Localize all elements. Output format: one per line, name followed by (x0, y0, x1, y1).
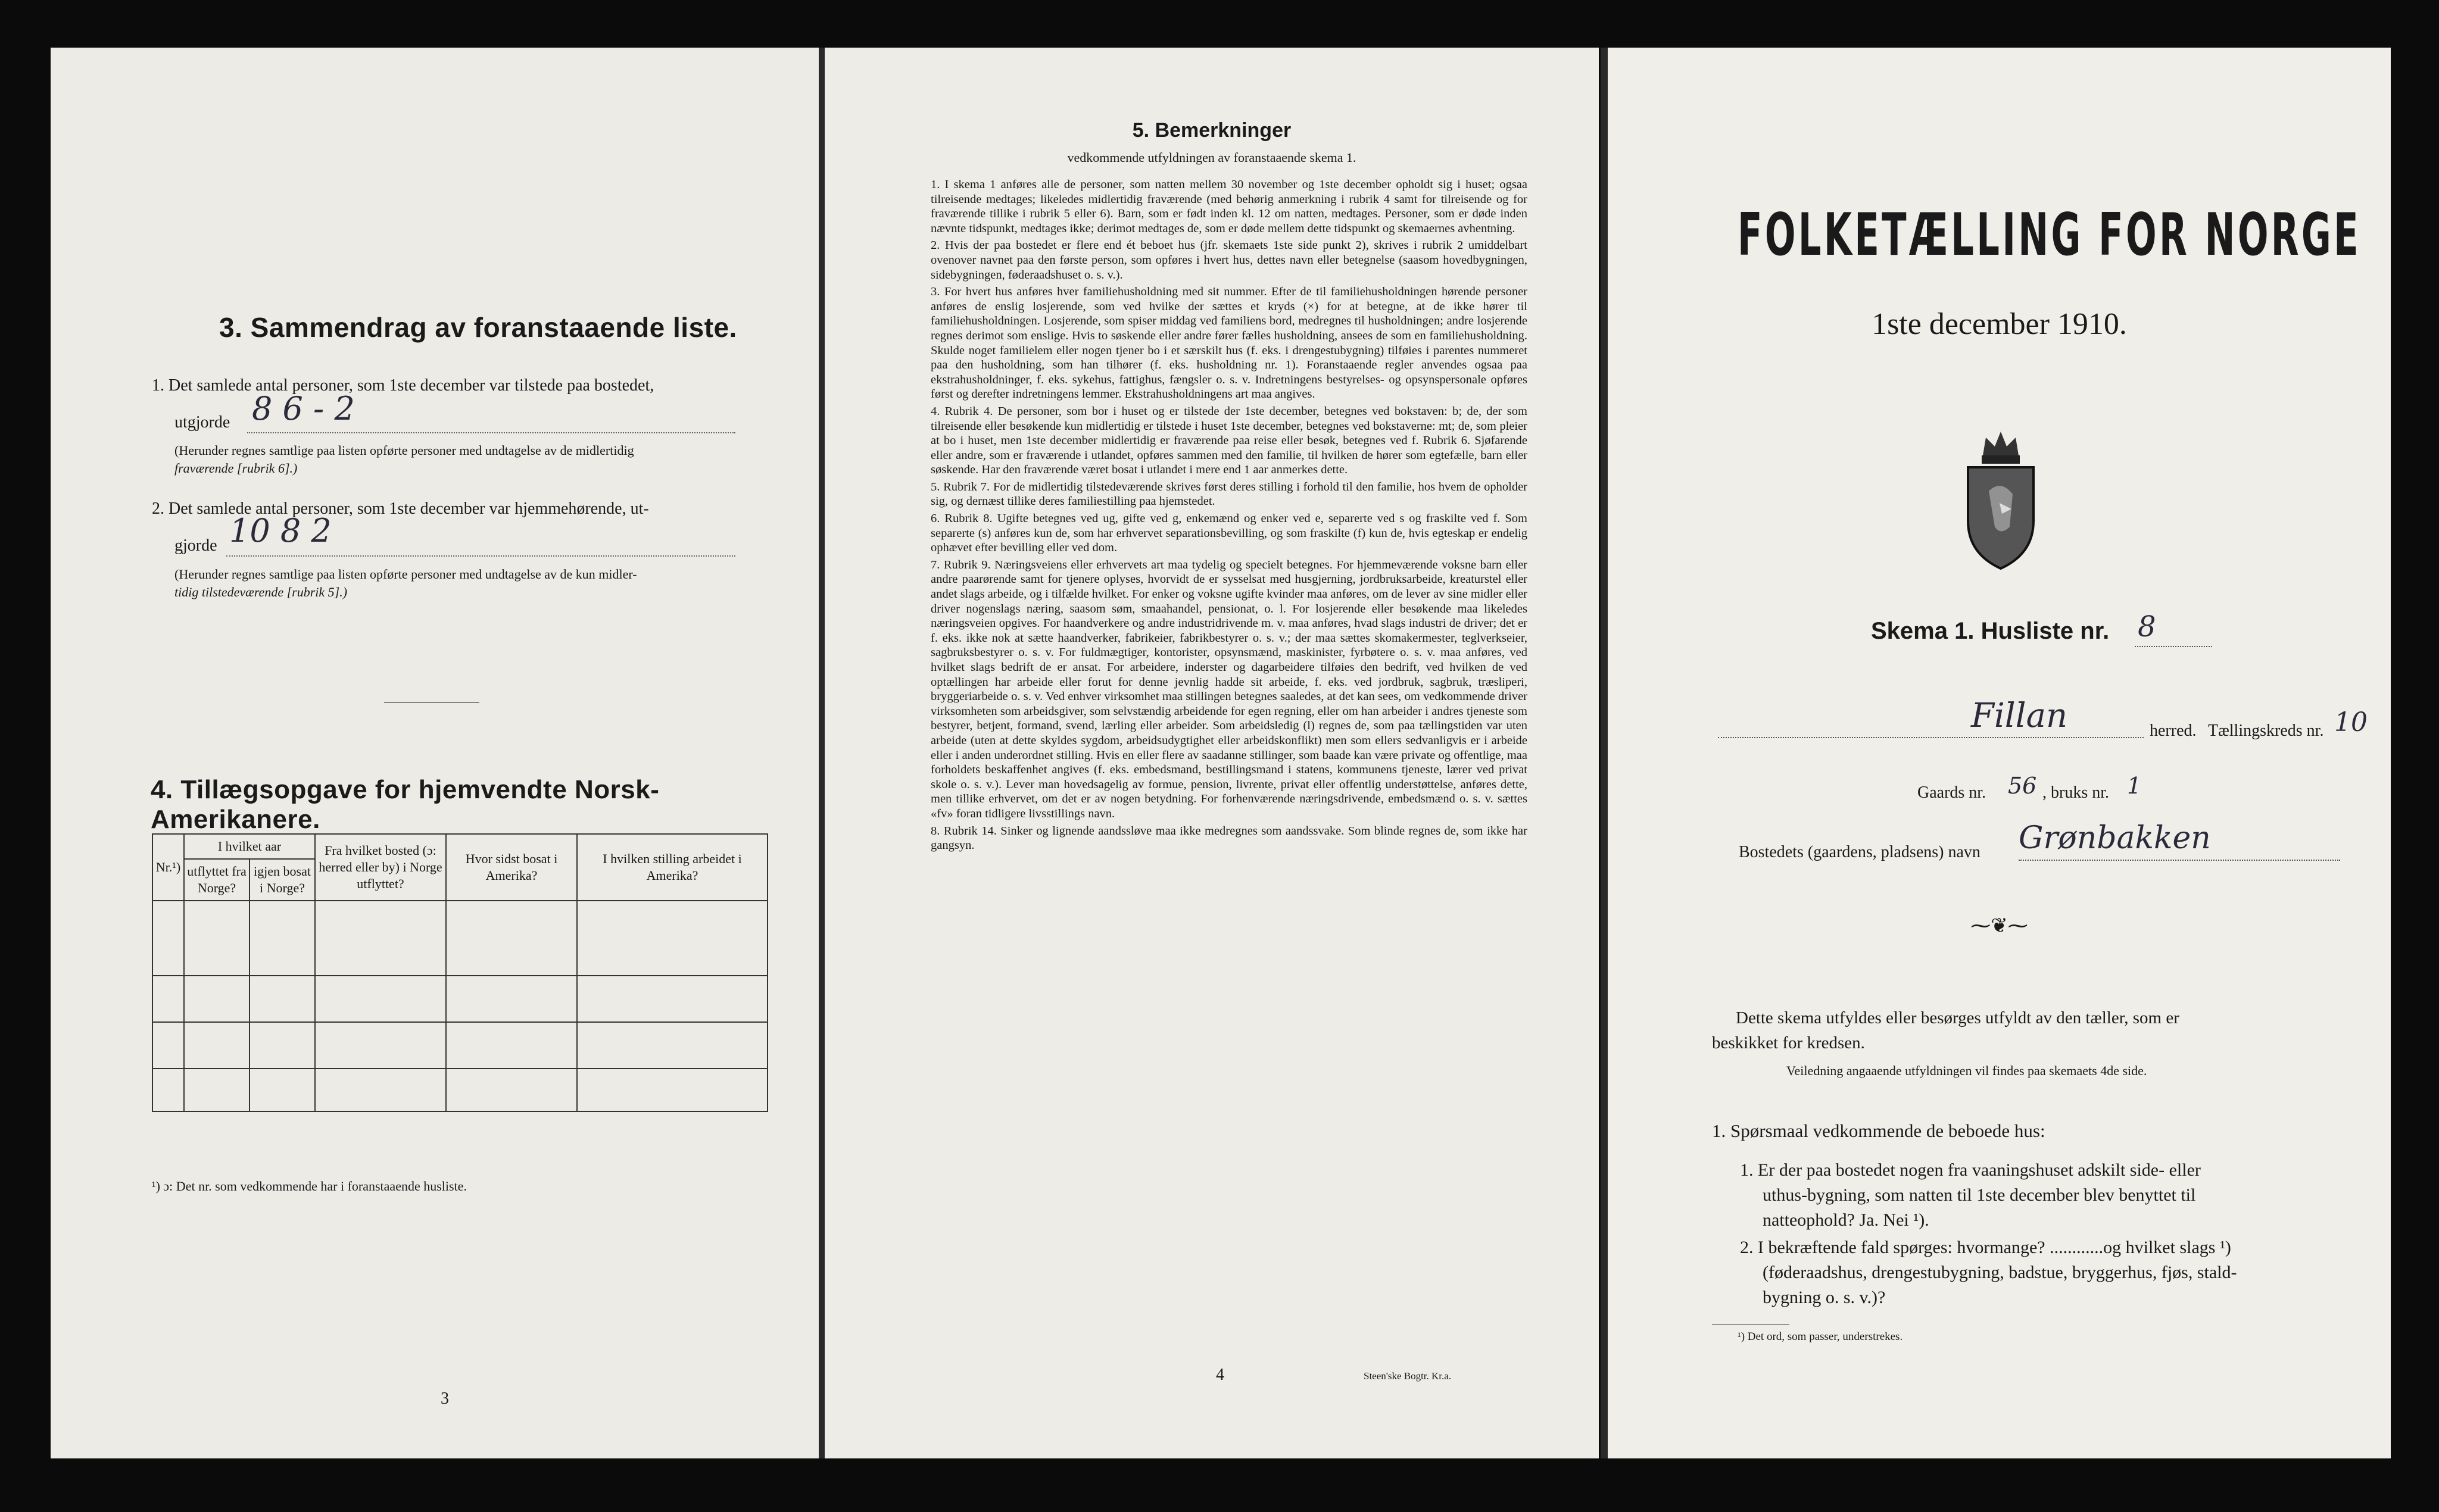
table-row (152, 901, 768, 976)
ornament: ⁓❦⁓ (1970, 915, 2028, 937)
remark-item: 8. Rubrik 14. Sinker og lignende aandssløve maa ikke medregnes som aandssvake. Som blinde regnes de, som ikke har gangsyn. (931, 824, 1527, 852)
table-row (152, 1022, 768, 1069)
intro-note: Veiledning angaaende utfyldningen vil findes paa skemaets 4de side. (1786, 1063, 2147, 1078)
gaards-label: Gaards nr. (1917, 783, 1986, 802)
col-fra-bosted: Fra hvilket bosted (ɔ: herred eller by) i Norge utflyttet? (315, 834, 446, 901)
table-row (152, 1069, 768, 1111)
norsk-amerikanere-table (152, 833, 768, 1112)
herred-label: herred. (2150, 721, 2197, 740)
footnote: ¹) Det ord, som passer, understrekes. (1738, 1330, 1903, 1343)
question-2 (1740, 1235, 2237, 1310)
bruks-value: 1 (2127, 773, 2142, 799)
bosted-label: Bostedets (gaardens, pladsens) navn (1739, 843, 1980, 861)
remark-item: 6. Rubrik 8. Ugifte betegnes ved ug, gifte ved g, enkemænd og enker ved e, separerte ved s og fraskilte ved f. Som separerte (s) anføres kun de, som har erhvervet separationsbevilling, og som fraskilte (f) kun de, hvis egteskap er endelig ophævet efter bevilling eller ved dom. (931, 512, 1527, 555)
item-2-text: 2. Det samlede antal personer, som 1ste december var hjemmehørende, ut- (152, 499, 649, 518)
herred-dotted-line (1718, 737, 2144, 738)
intro-line-2: beskikket for kredsen. (1712, 1033, 1865, 1052)
bruks-label: , bruks nr. (2042, 783, 2109, 802)
item-1-handwritten-value: 8 6 - 2 (252, 390, 355, 427)
census-date: 1ste december 1910. (1872, 307, 2127, 341)
schema-label: Skema 1. Husliste nr. (1871, 618, 2110, 644)
question-1 (1740, 1158, 2201, 1233)
kreds-value: 10 (2334, 707, 2368, 738)
gaards-value: 56 (2008, 773, 2037, 799)
item-1-prefix: utgjorde (174, 413, 230, 432)
question-1-line-1: 1. Er der paa bostedet nogen fra vaaningshuset adskilt side- eller (1740, 1160, 2201, 1180)
intro-line-1: Dette skema utfyldes eller besørges utfyldt av den tæller, som er (1736, 1008, 2179, 1027)
remarks-subtitle: vedkommende utfyldningen av foranstaaende skema 1. (1067, 150, 1356, 165)
item-2-dotted-line (226, 555, 735, 557)
item-2-note-1: (Herunder regnes samtlige paa listen opførte personer med undtagelse av de kun midler- (174, 567, 637, 582)
remark-item: 7. Rubrik 9. Næringsveiens eller erhvervets art maa tydelig og specielt betegnes. For hjemmeværende voksne barn eller andre paarørende samt for tjenere oplyses, hvorvidt de er sysselsat med husgjerning, jordbruksarbeide, kreaturstel eller andet slags arbeide, og i tilfælde hvilket. For enker og voksne ugifte kvinder maa anføres, om de lever av sine midler eller driver nogenslags næring, saasom søm, smaahandel, pensionat, o. l. For losjerende eller besøkende maa likeledes næringsveien opgives. For haandverkere og andre industridrivende m. v. maa anføres, hvad slags industri de driver; det er f. eks. ikke nok at sætte haandverker, fabrikeier, fabrikbestyrer o. s. v.; der maa sættes skomakermester, teglverkseier, sagbruksbestyrer o. s. v. For fuldmægtiger, kontorister, opsynsmænd, maskinister, fyrbøtere o. s. v. maa anføres, ved hvilket slags bedrift de er ansat. For arbeidere, inderster og dagarbeidere tilføies den bedrift, ved hvilken de ved optællingen har arbeide eller forut for denne jevnlig hadde sit arbeide, f. eks. ved jordbruk, sagbruk, træsliperi, bryggeriarbeide o. s. v. Ved enhver virksomhet maa stillingen betegnes saaledes, at det kan sees, om vedkommende driver virksomheten som arbeidsgiver, som selvstændig arbeidende for egen regning, eller om han arbeider i andres tjeneste som bestyrer, betjent, formand, svend, lærling eller arbeider. Som arbeidsledig (l) regnes de, som paa tællingstiden var uten arbeide (uten at dette skyldes sygdom, arbeidsudygtighet eller arbeidskonflikt) men som ellers sedvanligvis er i arbeide eller i anden underordnet stilling. Hvis en eller flere av saadanne stillinger, som baade kan være private og offentlige, maa forholdets beskaffenhet angives (f. eks. embedsmand, bestillingsmand i statens, kommunens tjeneste, lærer ved privat skole o. s. v.). Lever man hovedsagelig av formue, pension, livrente, privat eller offentlig understøttelse, anføres dette, men tillike erhvervet, om det er av nogen betydning. For forhenværende næringsdrivende, embedsmænd o. s. v. sættes «fv» foran tidligere livsstillings navn. (931, 558, 1527, 820)
page-number: 4 (1216, 1366, 1224, 1384)
husliste-dotted-line (2135, 646, 2212, 647)
col-group-year: I hvilket aar (184, 834, 315, 859)
bosted-dotted-line (2019, 860, 2340, 861)
item-1-text: 1. Det samlede antal personer, som 1ste december var tilstede paa bostedet, (152, 376, 654, 395)
col-igjen-bosat: igjen bosat i Norge? (249, 859, 315, 901)
herred-value: Fillan (1971, 696, 2068, 735)
question-2-line-1: 2. I bekræftende fald spørges: hvormange? ............og hvilket slags ¹) (1740, 1238, 2231, 1257)
item-1-note-2: fraværende [rubrik 6].) (174, 461, 298, 476)
question-1-line-2: uthus-bygning, som natten til 1ste december blev benyttet til (1763, 1185, 2196, 1205)
page-number: 3 (441, 1389, 449, 1408)
remarks-title: 5. Bemerkninger (1132, 119, 1292, 142)
question-2-line-2: (føderaadshus, drengestubygning, badstue, bryggerhus, fjøs, stald- (1763, 1263, 2237, 1282)
table-footnote: ¹) ɔ: Det nr. som vedkommende har i foranstaaende husliste. (152, 1179, 467, 1194)
husliste-number: 8 (2138, 610, 2156, 643)
section-4-title: 4. Tillægsopgave for hjemvendte Norsk-Amerikanere. (151, 775, 660, 834)
table-row (152, 976, 768, 1022)
col-utflyttet: utflyttet fra Norge? (184, 859, 249, 901)
remark-item: 4. Rubrik 4. De personer, som bor i huset og er tilstede der 1ste december, betegnes ved bokstaven: b; de, der som tilreisende eller besøkende kun midlertidig er tilstede i huset 1ste december, betegnes ved bokstaverne: mt; de, som pleier at bo i huset, men 1ste december midlertidig er fraværende paa reise eller besøk, betegnes ved f. Rubrik 6. Sjøfarende eller andre, som er fraværende i utlandet, opføres sammen med den familie, til hvilken de hører som egtefælle, barn eller søskende. Har den fraværende været bosat i utlandet i mere end 1 aar anmerkes dette. (931, 404, 1527, 477)
item-1-note-1: (Herunder regnes samtlige paa listen opførte personer med undtagelse av de midlertidig (174, 443, 634, 458)
printer-mark: Steen'ske Bogtr. Kr.a. (1364, 1370, 1452, 1382)
col-sidst-bosat: Hvor sidst bosat i Amerika? (446, 834, 577, 901)
remark-item: 2. Hvis der paa bostedet er flere end ét beboet hus (jfr. skemaets 1ste side punkt 2), skrives i rubrik 2 umiddelbart ovenover navnet paa den første person, som opføres i hvert hus, dettes navn eller betegnelse (saasom hovedbygningen, sidebygningen, føderaadshuset o. s. v.). (931, 239, 1527, 282)
remark-item: 3. For hvert hus anføres hver familiehusholdning med sit nummer. Efter de til familiehusholdningen hørende personer anføres de enslig losjerende, som ved hvilke der sættes et kryds (×) for at betegne, at de ikke hører til familiehusholdningen. Losjerende, som spiser middag ved familiens bord, medregnes til husholdningen; andre losjerende regnes derimot som enslige. Hvis to søskende eller andre fører fælles husholdning, ansees de som en familiehusholdning. Skulde noget familielem eller nogen tjener bo i et særskilt hus (f. eks. i drengestubygning) tilføies i parentes nummeret paa den husholdning, som han tilhører (f. eks. husholdning nr. 1). Foranstaaende regler anvendes ogsaa paa ekstrahusholdninger, f. eks. sykehus, fattighus, fængsler o. s. v. Indretningens bestyrelses- og opsynspersonale opføres først og derefter indretningens lemmer. Ekstrahusholdningens art maa angives. (931, 285, 1527, 401)
item-2-prefix: gjorde (174, 536, 217, 555)
page-1-cover (1608, 48, 2391, 1458)
section-3-title: 3. Sammendrag av foranstaaende liste. (219, 312, 737, 343)
footnote-divider (1712, 1324, 1789, 1325)
divider (384, 702, 479, 703)
remark-item: 5. Rubrik 7. For de midlertidig tilstedeværende skrives først deres stilling i forhold til den familie, hos hvem de opholder sig, og dernæst tillike deres familiestilling paa hjemstedet. (931, 480, 1527, 508)
bosted-value: Grønbakken (2019, 820, 2211, 856)
kreds-label: Tællingskreds nr. (2208, 721, 2324, 740)
remark-item: 1. I skema 1 anføres alle de personer, som natten mellem 30 november og 1ste december opholdt sig i huset; ogsaa tilreisende medtages; likeledes midlertidig fraværende (med behørig anmerkning i rubrik 4 samt for tilreisende og for fraværende tillike i rubrik 5 eller 6). Barn, som er født inden kl. 12 om natten, medtages. Personer, som er døde inden nævnte tidspunkt, medtages ikke; derimot medtages de, som er døde mellem dette tidspunkt og skemaernes avhentning. (931, 178, 1527, 235)
page-fold (1601, 48, 1608, 1458)
col-nr: Nr.¹) (152, 834, 184, 901)
coat-of-arms-icon (1953, 420, 2048, 574)
page-4 (825, 48, 1599, 1458)
question-2-line-3: bygning o. s. v.)? (1763, 1288, 1886, 1307)
page-fold (819, 48, 825, 1458)
col-stilling: I hvilken stilling arbeidet i Amerika? (577, 834, 768, 901)
item-2-note-2: tidig tilstedeværende [rubrik 5].) (174, 585, 348, 599)
questions-heading: 1. Spørsmaal vedkommende de beboede hus: (1712, 1120, 2045, 1141)
item-1-dotted-line (247, 432, 735, 433)
question-1-line-3: natteophold? Ja. Nei ¹). (1763, 1210, 1929, 1230)
item-2-handwritten-value: 10 8 2 (229, 512, 332, 549)
remarks-list (931, 177, 1527, 1362)
census-title: FOLKETÆLLING FOR NORGE (1738, 201, 2361, 269)
page-3 (51, 48, 819, 1458)
